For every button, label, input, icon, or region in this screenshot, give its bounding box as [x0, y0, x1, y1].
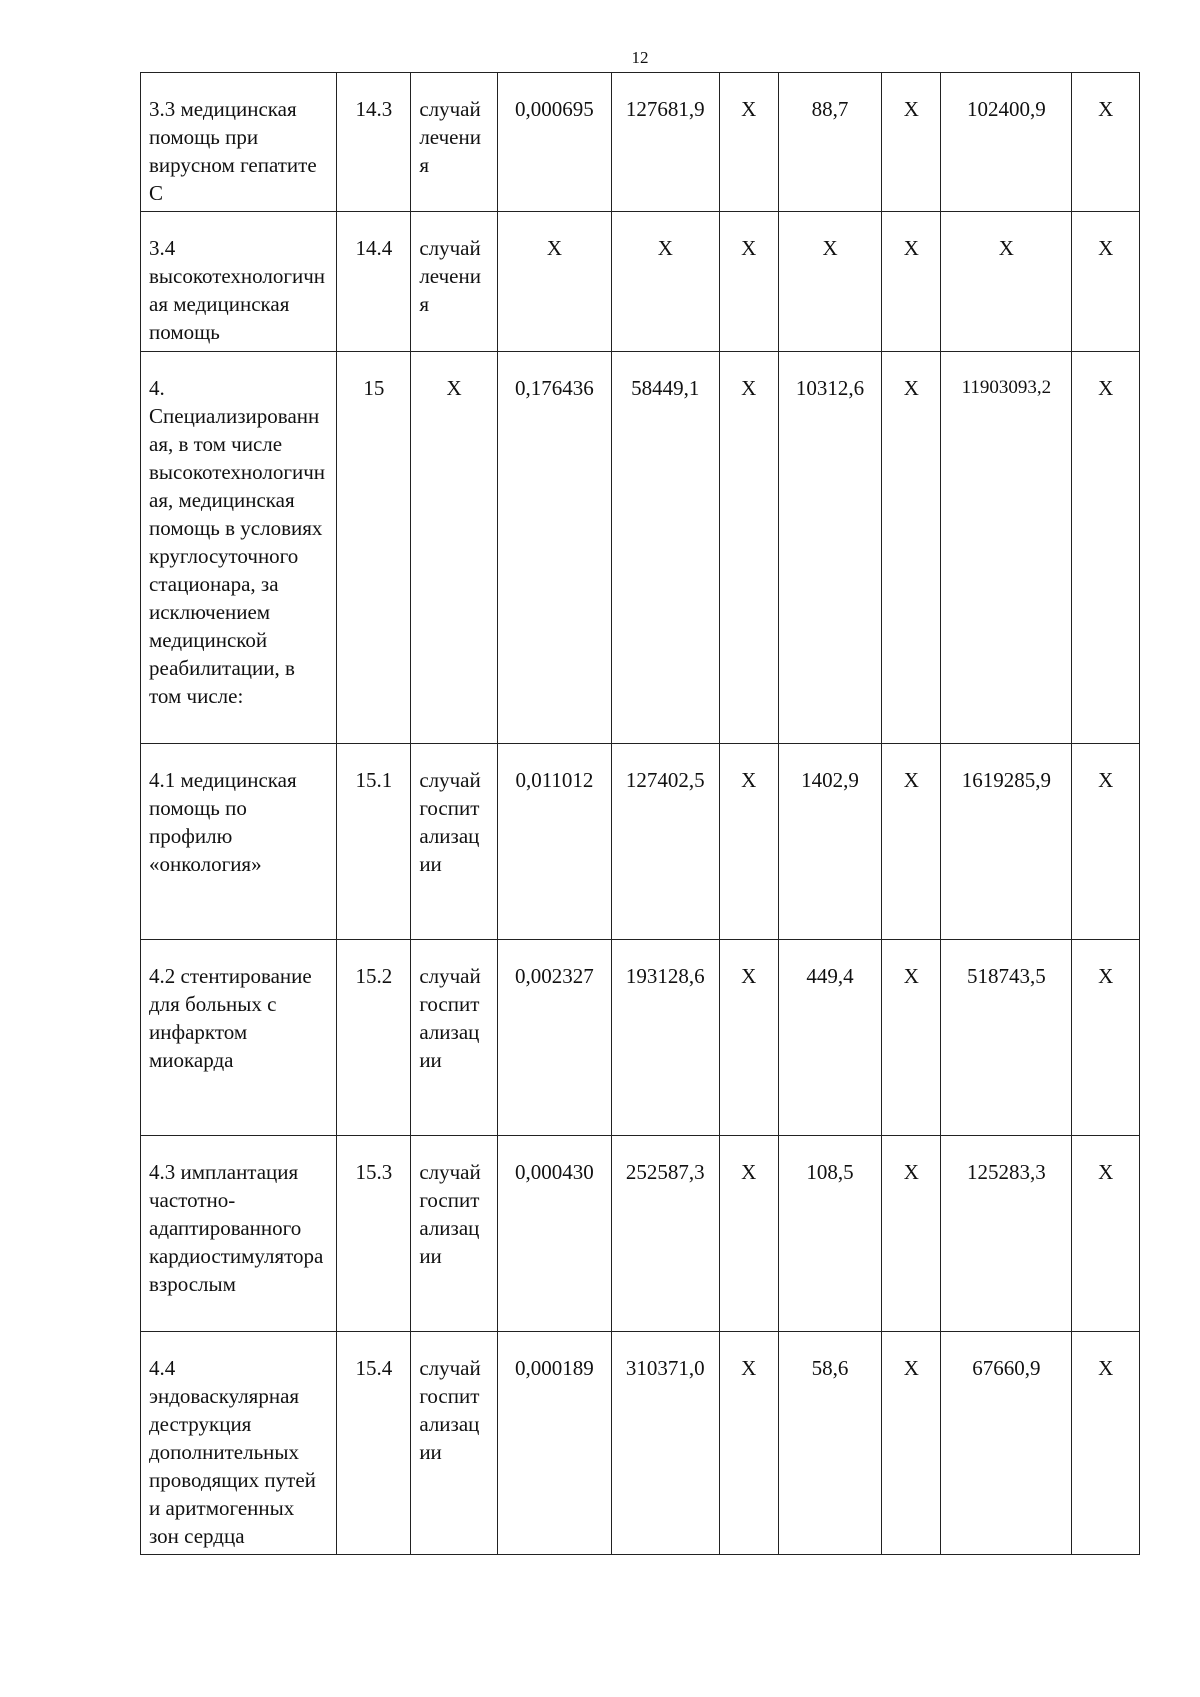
cell-x: Х [882, 212, 941, 352]
cell-cost: Х [611, 212, 719, 352]
cell-cost: 127681,9 [611, 73, 719, 212]
table-row [141, 1136, 1140, 1332]
row-unit: случай госпитализации [411, 940, 498, 1136]
page-number: 12 [631, 48, 649, 67]
cell-norm: 0,000189 [497, 1332, 611, 1555]
cell-norm: 0,002327 [497, 940, 611, 1136]
row-name: 4.4 эндоваскулярная деструкция дополнительных проводящих путей и аритмогенных зон сердца [141, 1332, 337, 1555]
row-code: 15.4 [337, 1332, 411, 1555]
row-code: 14.3 [337, 73, 411, 212]
cell-x: Х [719, 352, 778, 744]
cell-x: Х [1072, 73, 1140, 212]
row-code: 15.2 [337, 940, 411, 1136]
cell-total: 11903093,2 [941, 352, 1072, 744]
cell-norm: 0,000695 [497, 73, 611, 212]
cell-cost: 127402,5 [611, 744, 719, 940]
cell-x: Х [1072, 212, 1140, 352]
cell-x: Х [882, 73, 941, 212]
row-name: 4.2 стентирование для больных с инфарктом миокарда [141, 940, 337, 1136]
row-unit: случай госпитализации [411, 1332, 498, 1555]
cell-x: Х [719, 744, 778, 940]
table-row [141, 212, 1140, 352]
cell-total: 1619285,9 [941, 744, 1072, 940]
row-unit: Х [411, 352, 498, 744]
row-name: 4. Специализированная, в том числе высокотехнологичная, медицинская помощь в условиях круглосуточного стационара, за исключением медицинской реабилитации, в том числе: [141, 352, 337, 744]
cell-total: 102400,9 [941, 73, 1072, 212]
cell-per-capita: 108,5 [778, 1136, 881, 1332]
cell-norm: Х [497, 212, 611, 352]
cell-cost: 193128,6 [611, 940, 719, 1136]
cell-x: Х [1072, 940, 1140, 1136]
row-name: 4.1 медицинская помощь по профилю «онкология» [141, 744, 337, 940]
cell-per-capita: 449,4 [778, 940, 881, 1136]
cell-x: Х [882, 940, 941, 1136]
cell-per-capita: 10312,6 [778, 352, 881, 744]
cell-x: Х [1072, 1332, 1140, 1555]
cell-norm: 0,011012 [497, 744, 611, 940]
row-code: 15 [337, 352, 411, 744]
cell-per-capita: 88,7 [778, 73, 881, 212]
cell-x: Х [719, 212, 778, 352]
cell-norm: 0,000430 [497, 1136, 611, 1332]
row-unit: случай госпитализации [411, 744, 498, 940]
table-row [141, 352, 1140, 744]
cell-x: Х [719, 1136, 778, 1332]
cell-cost: 310371,0 [611, 1332, 719, 1555]
cell-total: Х [941, 212, 1072, 352]
row-name: 3.3 медицинская помощь при вирусном гепатите С [141, 73, 337, 212]
cell-x: Х [1072, 352, 1140, 744]
cell-per-capita: 58,6 [778, 1332, 881, 1555]
cell-norm: 0,176436 [497, 352, 611, 744]
cell-x: Х [719, 1332, 778, 1555]
row-code: 14.4 [337, 212, 411, 352]
cell-total: 125283,3 [941, 1136, 1072, 1332]
cell-cost: 252587,3 [611, 1136, 719, 1332]
cell-x: Х [882, 744, 941, 940]
cell-x: Х [1072, 1136, 1140, 1332]
table-row [141, 73, 1140, 212]
cell-per-capita: 1402,9 [778, 744, 881, 940]
cell-per-capita: Х [778, 212, 881, 352]
table-body [141, 73, 1140, 1555]
cell-x: Х [1072, 744, 1140, 940]
data-table [140, 72, 1140, 1555]
cell-x: Х [719, 73, 778, 212]
cell-total: 518743,5 [941, 940, 1072, 1136]
cell-cost: 58449,1 [611, 352, 719, 744]
cell-x: Х [882, 1136, 941, 1332]
table-row [141, 940, 1140, 1136]
row-name: 3.4 высокотехнологичная медицинская помощь [141, 212, 337, 352]
cell-total: 67660,9 [941, 1332, 1072, 1555]
row-code: 15.3 [337, 1136, 411, 1332]
table-row [141, 1332, 1140, 1555]
row-unit: случай лечения [411, 212, 498, 352]
row-unit: случай госпитализации [411, 1136, 498, 1332]
row-code: 15.1 [337, 744, 411, 940]
table-row [141, 744, 1140, 940]
cell-x: Х [719, 940, 778, 1136]
row-unit: случай лечения [411, 73, 498, 212]
cell-x: Х [882, 1332, 941, 1555]
row-name: 4.3 имплантация частотно-адаптированного кардиостимулятора взрослым [141, 1136, 337, 1332]
cell-x: Х [882, 352, 941, 744]
